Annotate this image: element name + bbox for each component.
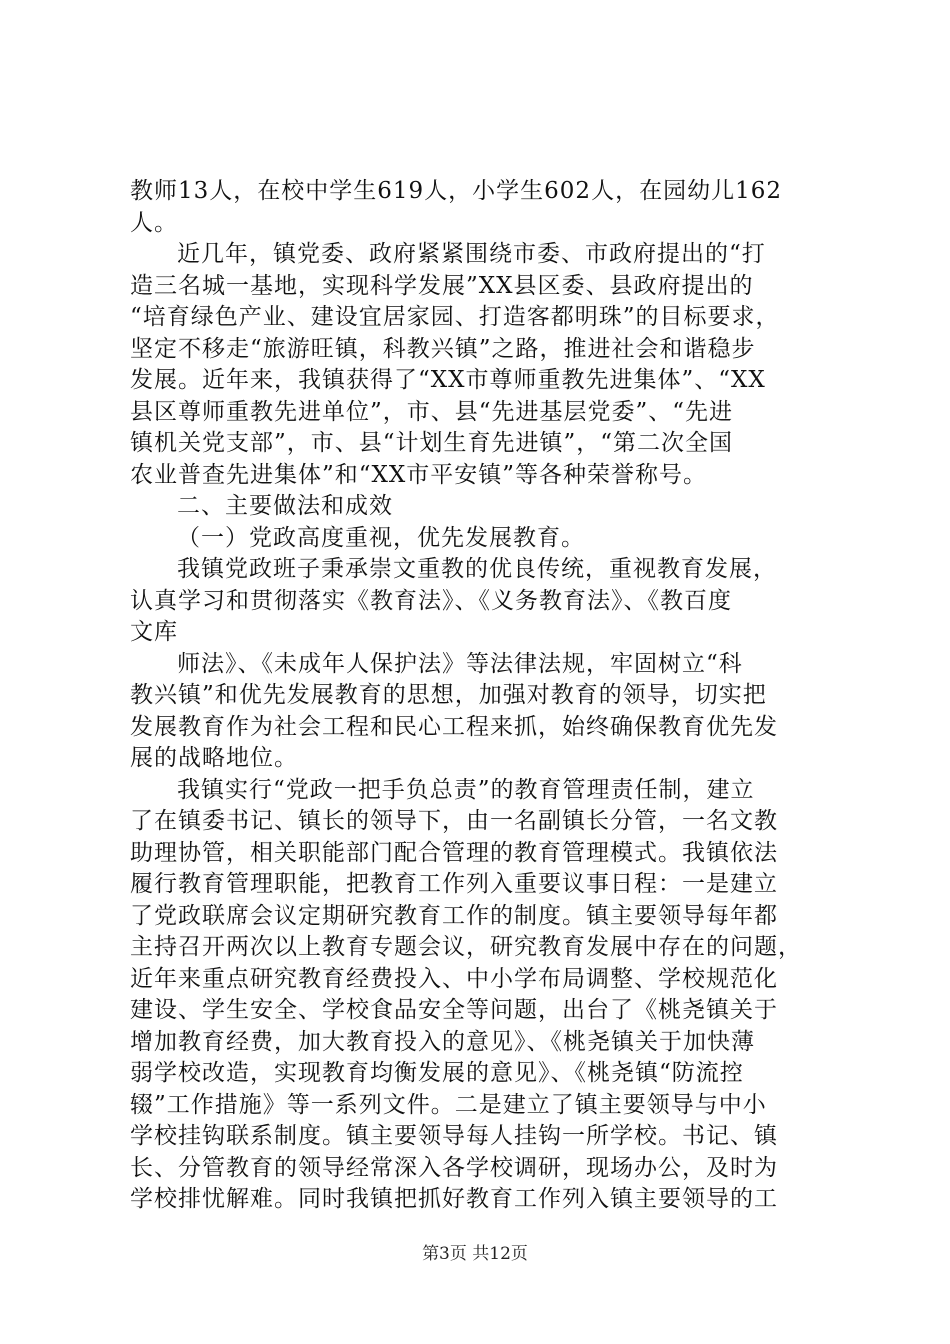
text-line: 展的战略地位。 bbox=[130, 745, 298, 771]
text-line: 文库 bbox=[130, 619, 178, 645]
text-line: 发展。近年来，我镇获得了“XX市尊师重教先进集体”、“XX bbox=[130, 367, 766, 393]
text-line: 师法》、《未成年人保护法》等法律法规，牢固树立“科 bbox=[177, 650, 743, 677]
text-line: “培育绿色产业、建设宜居家园、打造客都明珠”的目标要求， bbox=[130, 304, 780, 330]
page-footer: 第3页 共12页 bbox=[422, 1244, 528, 1264]
text-line: 农业普查先进集体”和“XX市平安镇”等各种荣誉称号。 bbox=[130, 461, 708, 488]
text-line: 建设、学生安全、学校食品安全等问题，出台了《桃尧镇关于 bbox=[130, 997, 778, 1023]
text-line: 镇机关党支部”，市、县“计划生育先进镇”，“第二次全国 bbox=[130, 430, 734, 456]
text-line: 增加教育经费，加大教育投入的意见》、《桃尧镇关于加快薄 bbox=[130, 1028, 755, 1055]
text-line: 教师13人，在校中学生619人，小学生602人，在园幼儿162 bbox=[130, 178, 782, 204]
text-line: （一）党政高度重视，优先发展教育。 bbox=[177, 524, 585, 551]
text-line: 弱学校改造，实现教育均衡发展的意见》、《桃尧镇“防流控 bbox=[130, 1060, 744, 1086]
text-line: 人。 bbox=[130, 209, 178, 236]
text-line: 履行教育管理职能，把教育工作列入重要议事日程：一是建立 bbox=[130, 871, 778, 897]
text-line: 我镇实行“党政一把手负总责”的教育管理责任制，建立 bbox=[177, 776, 755, 803]
text-line: 了党政联席会议定期研究教育工作的制度。镇主要领导每年都 bbox=[130, 902, 778, 929]
text-line: 我镇党政班子秉承崇文重教的优良传统，重视教育发展， bbox=[177, 556, 777, 582]
text-line: 造三名城一基地，实现科学发展”XX县区委、县政府提出的 bbox=[130, 272, 754, 299]
text-line: 学校挂钩联系制度。镇主要领导每人挂钩一所学校。书记、镇 bbox=[130, 1123, 778, 1149]
text-line: 坚定不移走“旅游旺镇，科教兴镇”之路，推进社会和谐稳步 bbox=[130, 335, 756, 362]
text-line: 主持召开两次以上教育专题会议，研究教育发展中存在的问题， bbox=[130, 934, 802, 960]
text-line: 学校排忧解难。同时我镇把抓好教育工作列入镇主要领导的工 bbox=[130, 1186, 778, 1212]
text-line: 发展教育作为社会工程和民心工程来抓，始终确保教育优先发 bbox=[130, 713, 778, 740]
text-line: 了在镇委书记、镇长的领导下，由一名副镇长分管，一名文教 bbox=[130, 808, 778, 834]
text-line: 助理协管，相关职能部门配合管理的教育管理模式。我镇依法 bbox=[130, 839, 778, 866]
document-body bbox=[130, 176, 830, 1216]
text-line: 近几年，镇党委、政府紧紧围绕市委、市政府提出的“打 bbox=[177, 241, 766, 267]
text-line: 教兴镇”和优先发展教育的思想，加强对教育的领导，切实把 bbox=[130, 682, 767, 708]
text-line: 县区尊师重教先进单位”，市、县“先进基层党委”、“先进 bbox=[130, 398, 734, 425]
text-line: 长、分管教育的领导经常深入各学校调研，现场办公，及时为 bbox=[130, 1154, 778, 1181]
text-line: 二、主要做法和成效 bbox=[177, 493, 393, 519]
text-line: 辍”工作措施》等一系列文件。二是建立了镇主要领导与中小 bbox=[130, 1091, 767, 1118]
text-line: 认真学习和贯彻落实《教育法》、《义务教育法》、《教百度 bbox=[130, 587, 732, 614]
text-line: 近年来重点研究教育经费投入、中小学布局调整、学校规范化 bbox=[130, 965, 778, 992]
